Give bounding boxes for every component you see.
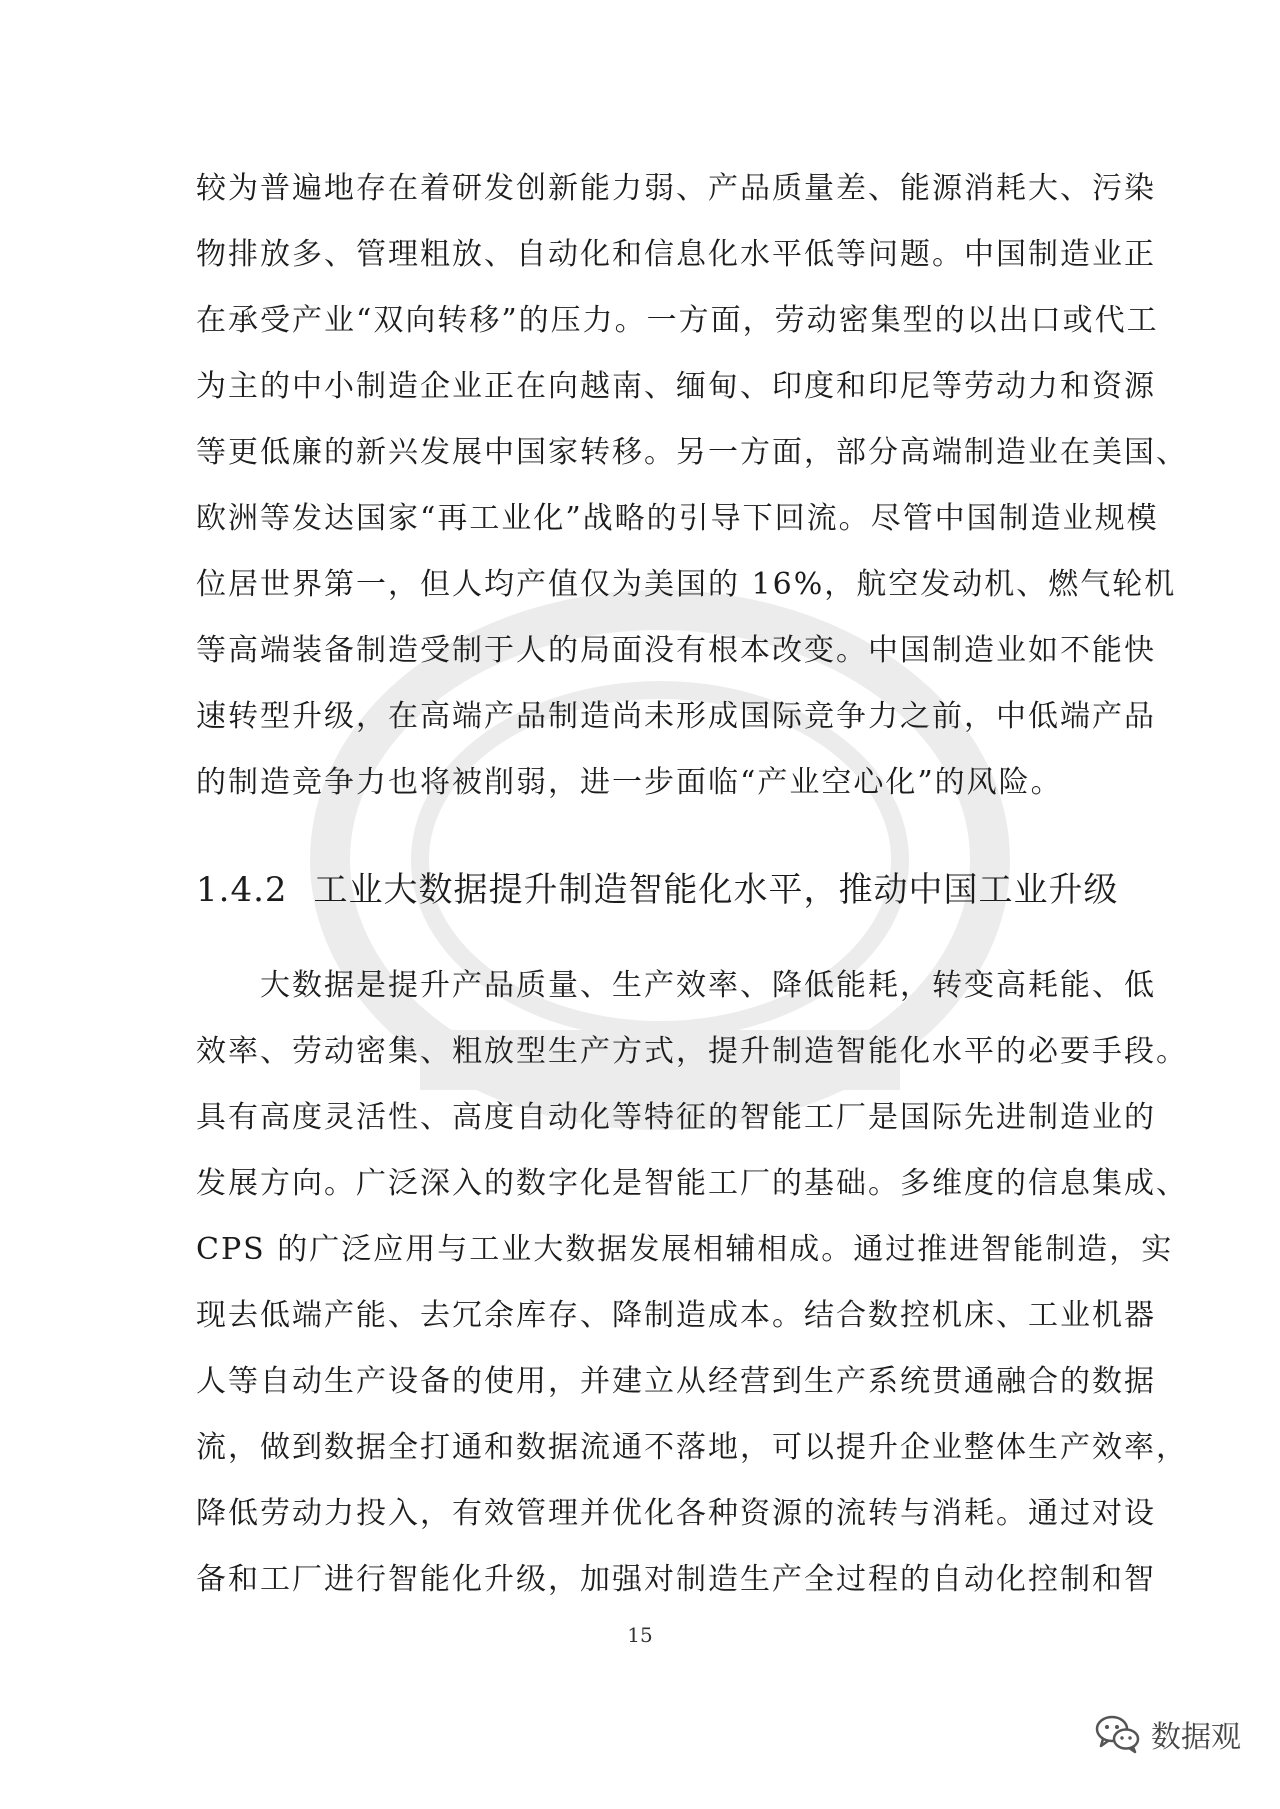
text-line: 大数据是提升产品质量、生产效率、降低能耗，转变高耗能、低	[196, 968, 1156, 1003]
text-line: CPS 的广泛应用与工业大数据发展相辅相成。通过推进智能制造，实	[196, 1232, 1174, 1267]
text-line: 具有高度灵活性、高度自动化等特征的智能工厂是国际先进制造业的	[196, 1100, 1156, 1135]
paragraph-2	[196, 953, 1188, 1613]
text-line: 等高端装备制造受制于人的局面没有根本改变。中国制造业如不能快	[196, 633, 1156, 668]
text-line: 发展方向。广泛深入的数字化是智能工厂的基础。多维度的信息集成、	[196, 1166, 1188, 1201]
text-line: 流，做到数据全打通和数据流通不落地，可以提升企业整体生产效率，	[196, 1430, 1188, 1465]
source-label: 数据观	[1151, 1720, 1241, 1755]
text-line: 欧洲等发达国家“再工业化”战略的引导下回流。尽管中国制造业规模	[196, 501, 1159, 536]
text-line: 现去低端产能、去冗余库存、降制造成本。结合数控机床、工业机器	[196, 1298, 1156, 1333]
text-line: 较为普遍地存在着研发创新能力弱、产品质量差、能源消耗大、污染	[196, 171, 1156, 206]
section-heading	[196, 860, 1119, 920]
text-line: 降低劳动力投入，有效管理并优化各种资源的流转与消耗。通过对设	[196, 1496, 1156, 1531]
section-number: 1.4.2	[196, 870, 288, 910]
source-watermark	[1095, 1712, 1241, 1756]
paragraph-1	[196, 156, 1188, 816]
text-line: 效率、劳动密集、粗放型生产方式，提升制造智能化水平的必要手段。	[196, 1034, 1188, 1069]
text-line: 速转型升级，在高端产品制造尚未形成国际竞争力之前，中低端产品	[196, 699, 1156, 734]
text-line: 位居世界第一，但人均产值仅为美国的 16%，航空发动机、燃气轮机	[196, 567, 1177, 602]
text-line: 备和工厂进行智能化升级，加强对制造生产全过程的自动化控制和智	[196, 1562, 1156, 1597]
text-line: 的制造竞争力也将被削弱，进一步面临“产业空心化”的风险。	[196, 765, 1063, 800]
wechat-icon	[1095, 1714, 1141, 1754]
text-line: 为主的中小制造企业正在向越南、缅甸、印度和印尼等劳动力和资源	[196, 369, 1156, 404]
text-line: 等更低廉的新兴发展中国家转移。另一方面，部分高端制造业在美国、	[196, 435, 1188, 470]
text-line: 物排放多、管理粗放、自动化和信息化水平低等问题。中国制造业正	[196, 237, 1156, 272]
section-title: 工业大数据提升制造智能化水平，推动中国工业升级	[313, 870, 1119, 910]
text-line: 在承受产业“双向转移”的压力。一方面，劳动密集型的以出口或代工	[196, 303, 1159, 338]
page-number: 15	[627, 1623, 653, 1647]
text-line: 人等自动生产设备的使用，并建立从经营到生产系统贯通融合的数据	[196, 1364, 1156, 1399]
